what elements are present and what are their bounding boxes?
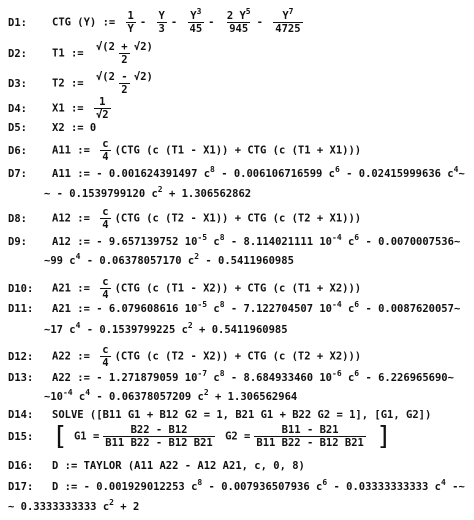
expression-d16[interactable] xyxy=(8,460,305,472)
expression-d9-continued[interactable]: ~99 $c^4 - 0.06378057170$ $c^2 - 0.5411960985$ xyxy=(44,251,294,267)
fraction: $\frac{c}{4}$ xyxy=(102,276,109,301)
line-label: D8: xyxy=(8,212,27,225)
fraction: $\frac{c}{4}$ xyxy=(102,344,109,369)
fraction: $\frac{1}{√2}$ xyxy=(95,96,109,121)
bracket-open: [ xyxy=(52,421,68,452)
continuation-mark: ~ xyxy=(453,303,461,315)
expression-d15[interactable]: D15: [ G1 = $\frac{B22 - B12}{B11 B22 - B12 B21}$ G2 = $\frac{B11 - B21}{B11 B22 - B12 B21}$ ] xyxy=(8,421,392,452)
expr-text: X2 := 0 xyxy=(52,122,97,134)
expr-lhs: A11 := xyxy=(52,144,90,157)
expression-d6[interactable] xyxy=(8,138,361,163)
fraction: $\frac{c}{4}$ xyxy=(102,138,109,163)
expr-lhs: A12 := xyxy=(52,212,90,225)
expression-d11[interactable]: D11: A21 := - 6.079608616 $10^{-5}$ $c^8 - 7.122704507$ $10^{-4}$ $c^6$ - 0.0087620057~ xyxy=(8,299,461,315)
fraction: $\frac{c}{4}$ xyxy=(102,206,109,231)
line-label: D11: xyxy=(8,303,34,315)
expression-d4[interactable] xyxy=(8,96,115,121)
expression-d7[interactable]: D7: A11 := - 0.001624391497 $c^8 - 0.006106716599$ $c^6 - 0.02415999636$ $c^4\sim$ xyxy=(8,164,465,180)
expr-text: SOLVE ([B11 G1 + B12 G2 = 1, B21 G1 + B22 G2 = 1], [G1, G2]) xyxy=(52,409,432,421)
expr-lhs: A22 := xyxy=(52,350,90,363)
line-label: D12: xyxy=(8,350,34,363)
expr-lhs: T2 := xyxy=(52,77,84,90)
expr-rest: (CTG (c (T2 - X1)) + CTG (c (T2 + X1))) xyxy=(114,212,362,225)
fraction: $\frac{Y^3}{45}$ xyxy=(189,6,203,35)
line-label: D1: xyxy=(8,16,27,29)
line-label: D15: xyxy=(8,430,34,443)
fraction: $\frac{√(2 + √2)}{2}$ xyxy=(95,41,153,66)
expression-d8[interactable] xyxy=(8,206,361,231)
expr-lhs: CTG (Y) := xyxy=(52,16,116,29)
expression-d1[interactable]: D1: CTG (Y) := $\frac{1}{Y}$ - $\frac{Y}{3}$ - $\frac{Y^3}{45}$ - $\frac{2 Y^5}{945}$ - $\frac{Y^7}{4725}$ xyxy=(8,6,301,35)
fraction: $\frac{B11 - B21}{B11 B22 - B12 B21}$ xyxy=(256,424,364,449)
expr-rest: (CTG (c (T1 - X1)) + CTG (c (T1 + X1))) xyxy=(114,144,362,157)
line-label: D5: xyxy=(8,122,27,134)
expression-d11-continued[interactable]: ~17 $c^4 - 0.1539799225$ $c^2 + 0.5411960985$ xyxy=(44,320,288,336)
expression-d17-continued[interactable]: ~ 0.3333333333 $c^2 + 2$ xyxy=(8,497,140,513)
line-label: D14: xyxy=(8,409,34,421)
line-label: D10: xyxy=(8,282,34,295)
bracket-close: ] xyxy=(376,421,392,452)
line-label: D3: xyxy=(8,77,27,90)
expression-d13-continued[interactable]: $\sim 10^{-4}$ $c^4 - 0.06378057209$ $c^2 + 1.306562964$ xyxy=(44,387,298,403)
expression-d2[interactable] xyxy=(8,41,159,66)
line-label: D9: xyxy=(8,236,27,248)
continuation-mark: ~ xyxy=(458,168,465,180)
fraction: $\frac{2 Y^5}{945}$ xyxy=(226,6,251,35)
expr-lhs: T1 := xyxy=(52,47,84,60)
line-label: D17: xyxy=(8,481,34,493)
fraction: $\frac{√(2 - √2)}{2}$ xyxy=(95,71,153,96)
expr-rest: (CTG (c (T2 - X2)) + CTG (c (T2 + X2))) xyxy=(114,350,362,363)
fraction: $\frac{Y^7}{4725}$ xyxy=(275,6,301,35)
expr-text: D := TAYLOR (A11 A22 - A12 A21, c, 0, 8) xyxy=(52,460,305,472)
line-label: D13: xyxy=(8,372,34,384)
line-label: D7: xyxy=(8,168,27,180)
expression-d7-continued[interactable]: ~ - 0.1539799120 $c^2 + 1.306562862$ xyxy=(44,184,252,200)
expression-d14[interactable] xyxy=(8,409,431,421)
expression-d5[interactable] xyxy=(8,122,96,134)
expression-d12[interactable] xyxy=(8,344,361,369)
expression-d17[interactable]: D17: D := - 0.001929012253 $c^8 - 0.007936507936$ $c^6 - 0.03333333333$ $c^4$ -~ xyxy=(8,477,465,493)
expr-lhs: X1 := xyxy=(52,102,84,115)
expression-d3[interactable] xyxy=(8,71,159,96)
continuation-mark: ~ xyxy=(44,188,51,200)
expr-lhs: A21 := xyxy=(52,282,90,295)
expression-d10[interactable] xyxy=(8,276,361,301)
continuation-mark: ~ xyxy=(453,236,461,248)
line-label: D4: xyxy=(8,102,27,115)
fraction: $\frac{Y}{3}$ xyxy=(158,10,165,35)
continuation-mark: ~ xyxy=(447,372,454,384)
line-label: D2: xyxy=(8,47,27,60)
expression-d9[interactable]: D9: A12 := - 9.657139752 $10^{-5}$ $c^8 - 8.114021111$ $10^{-4}$ $c^6$ - 0.0070007536~ xyxy=(8,232,461,248)
expression-d13[interactable]: D13: A22 := - 1.271879059 $10^{-7}$ $c^8 - 8.684933460$ $10^{-6}$ $c^6$ - 6.226965690~ xyxy=(8,368,454,384)
line-label: D6: xyxy=(8,144,27,157)
expr-rest: (CTG (c (T1 - X2)) + CTG (c (T1 + X2))) xyxy=(114,282,362,295)
continuation-mark: ~ xyxy=(458,481,465,493)
fraction: $\frac{B22 - B12}{B11 B22 - B12 B21}$ xyxy=(105,424,213,449)
line-label: D16: xyxy=(8,460,34,472)
continuation-mark: ~ xyxy=(8,501,15,513)
fraction: $\frac{1}{Y}$ xyxy=(127,10,134,35)
